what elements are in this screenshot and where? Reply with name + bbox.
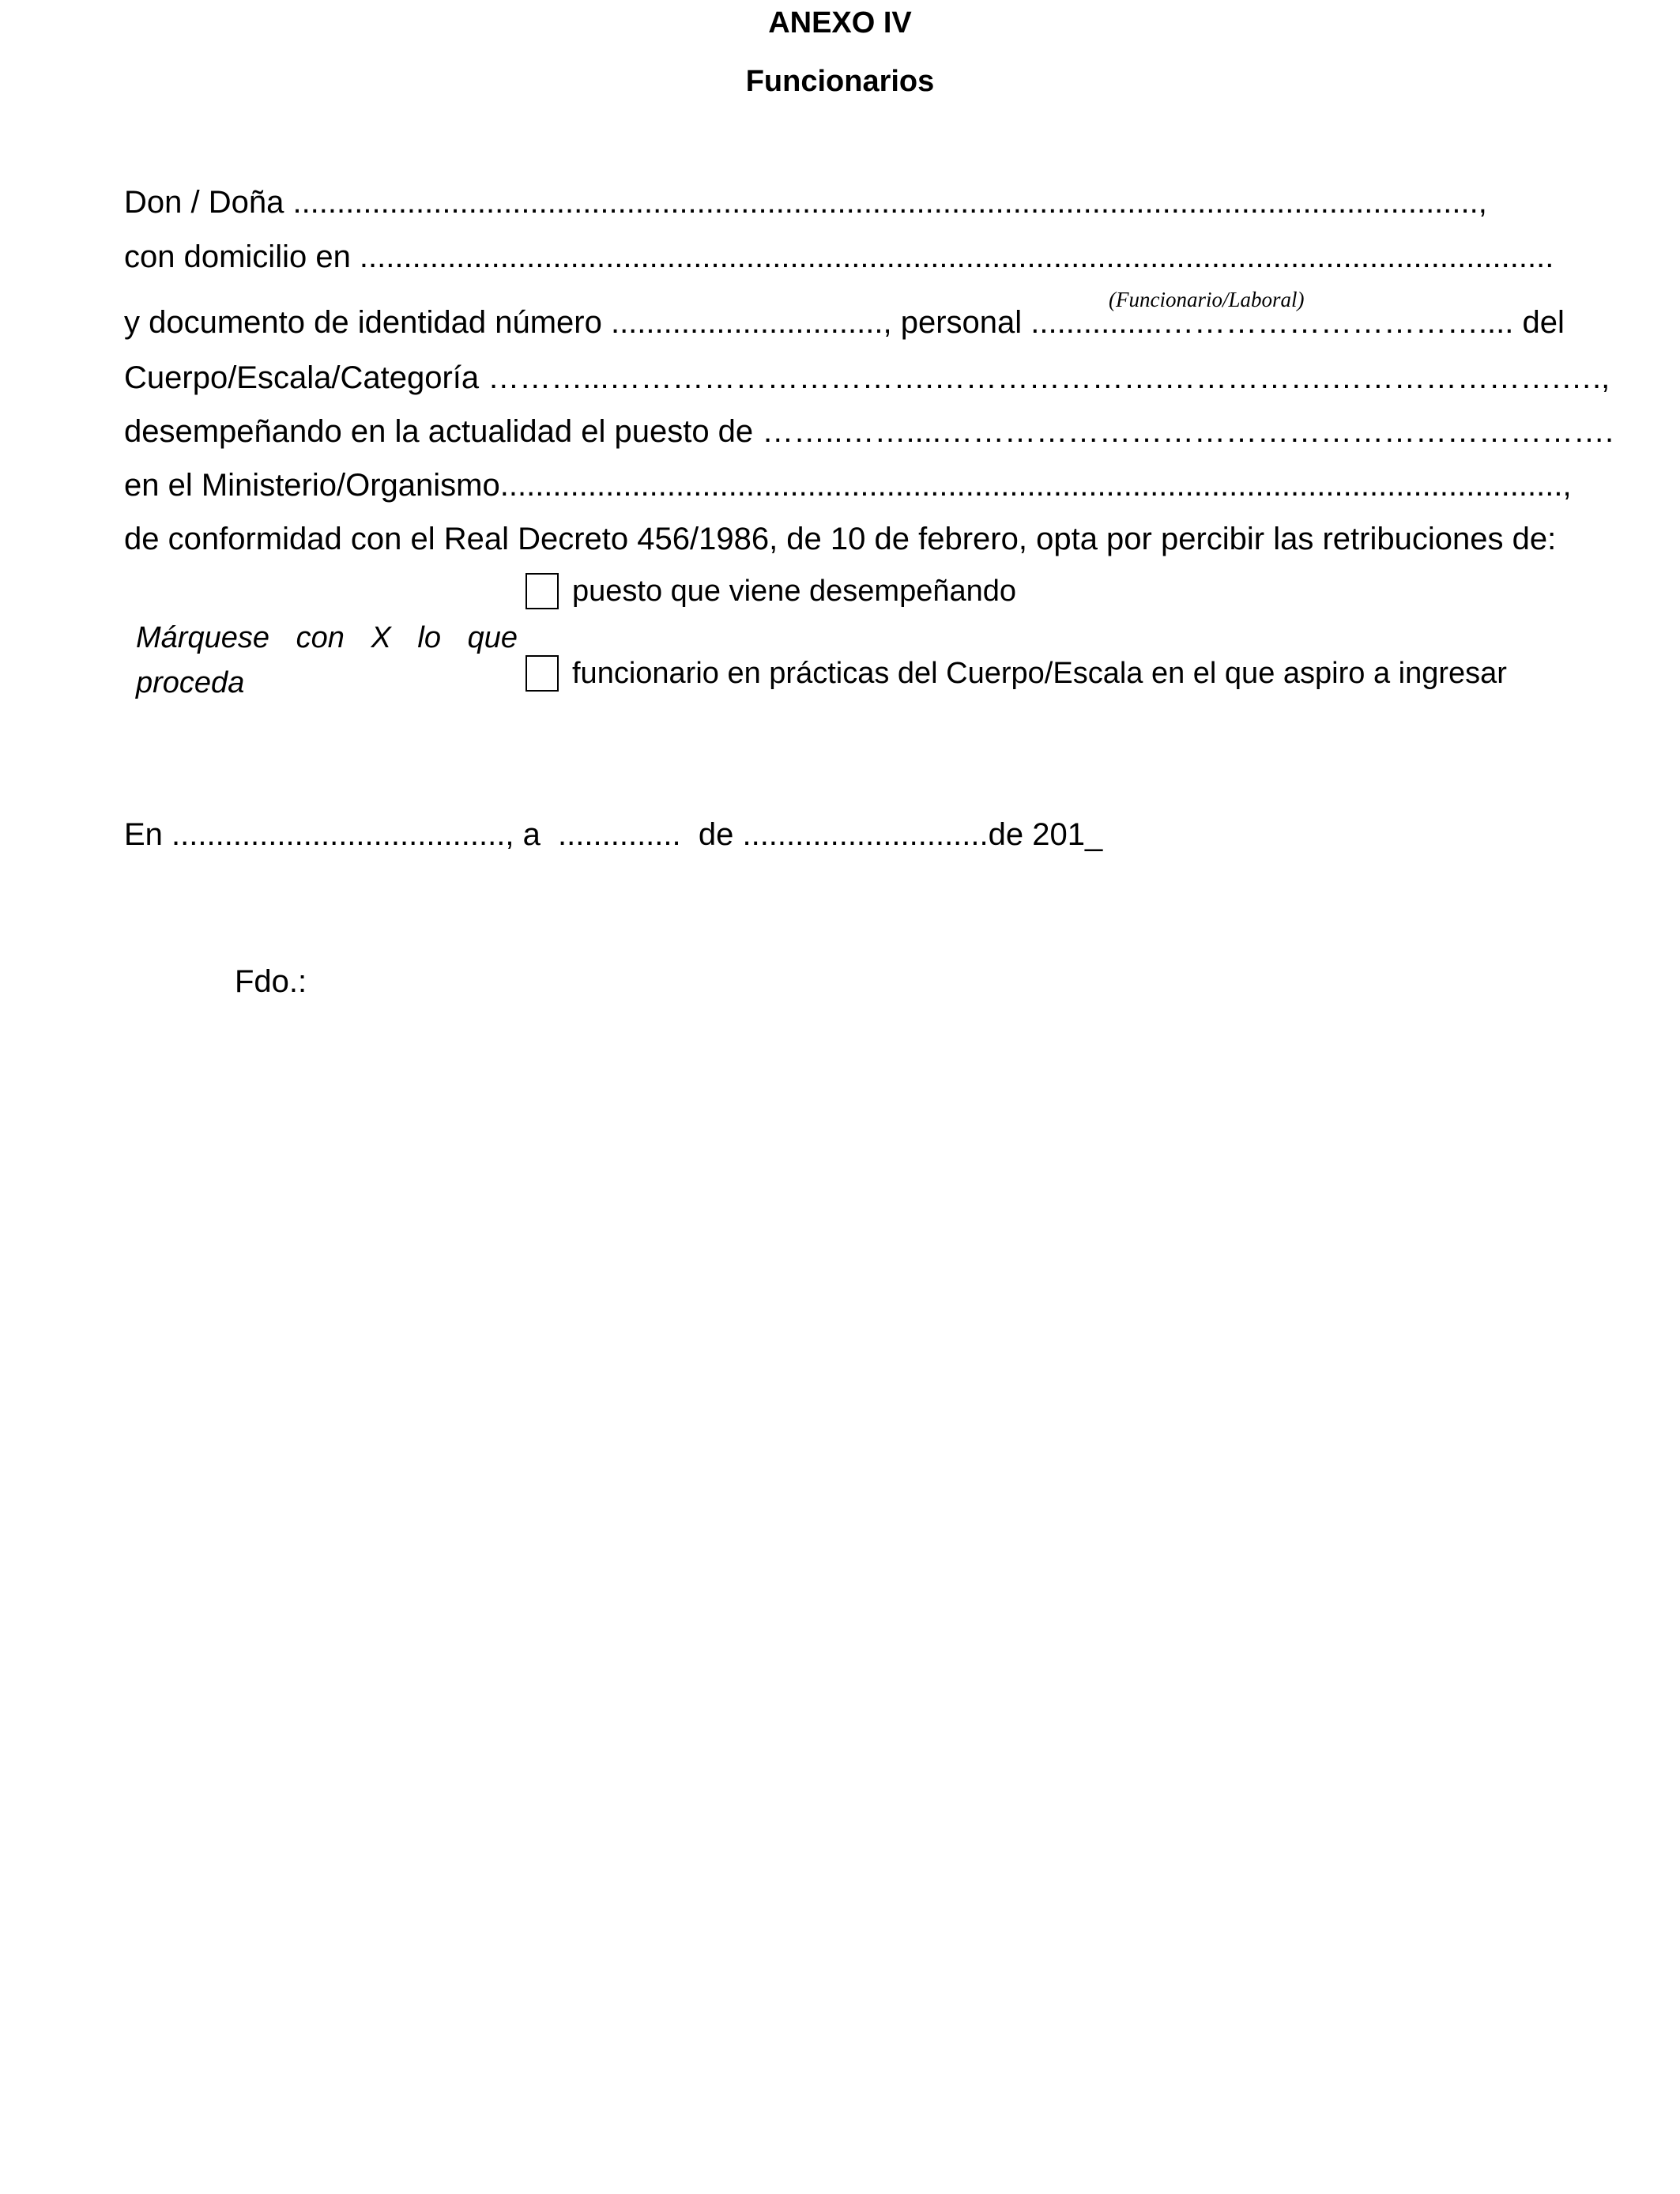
instruction-word: X	[371, 621, 391, 654]
name-line: Don / Doña .......................................................................................................................................,	[124, 185, 1487, 220]
mark-instruction	[136, 616, 518, 706]
annex-title: ANEXO IV	[768, 6, 912, 40]
ministry-line: en el Ministerio/Organismo.........................................................................................................................,	[124, 468, 1572, 503]
address-line: con domicilio en ........................................................................................................................................	[124, 239, 1554, 274]
option-trainee-checkbox[interactable]	[525, 655, 559, 692]
option-current-position-label: puesto que viene desempeñando	[572, 575, 1017, 608]
annex-subtitle: Funcionarios	[745, 65, 935, 98]
id-document-line: y documento de identidad número ..............................., personal ...............………………………….... del	[124, 305, 1565, 340]
instruction-word: Márquese	[136, 621, 269, 654]
position-line: desempeñando en la actualidad el puesto de ……..……....……………………………………………………….	[124, 414, 1614, 449]
instruction-word: lo	[417, 621, 441, 654]
option-current-position-checkbox[interactable]	[525, 573, 559, 609]
instruction-word: proceda	[136, 666, 245, 699]
corps-line: Cuerpo/Escala/Categoría ………...………………………….………………….…………….………………….….,	[124, 360, 1610, 395]
place-date-line: En ......................................, a .............. de ............................de 201_	[124, 817, 1103, 852]
signature-label: Fdo.:	[235, 964, 307, 999]
instruction-word: con	[296, 621, 345, 654]
decree-line: de conformidad con el Real Decreto 456/1986, de 10 de febrero, opta por percibir las retribuciones de:	[124, 522, 1557, 556]
instruction-word: que	[467, 621, 518, 654]
staff-type-note: (Funcionario/Laboral)	[1109, 288, 1305, 311]
option-trainee-label: funcionario en prácticas del Cuerpo/Escala en el que aspiro a ingresar	[572, 657, 1507, 690]
